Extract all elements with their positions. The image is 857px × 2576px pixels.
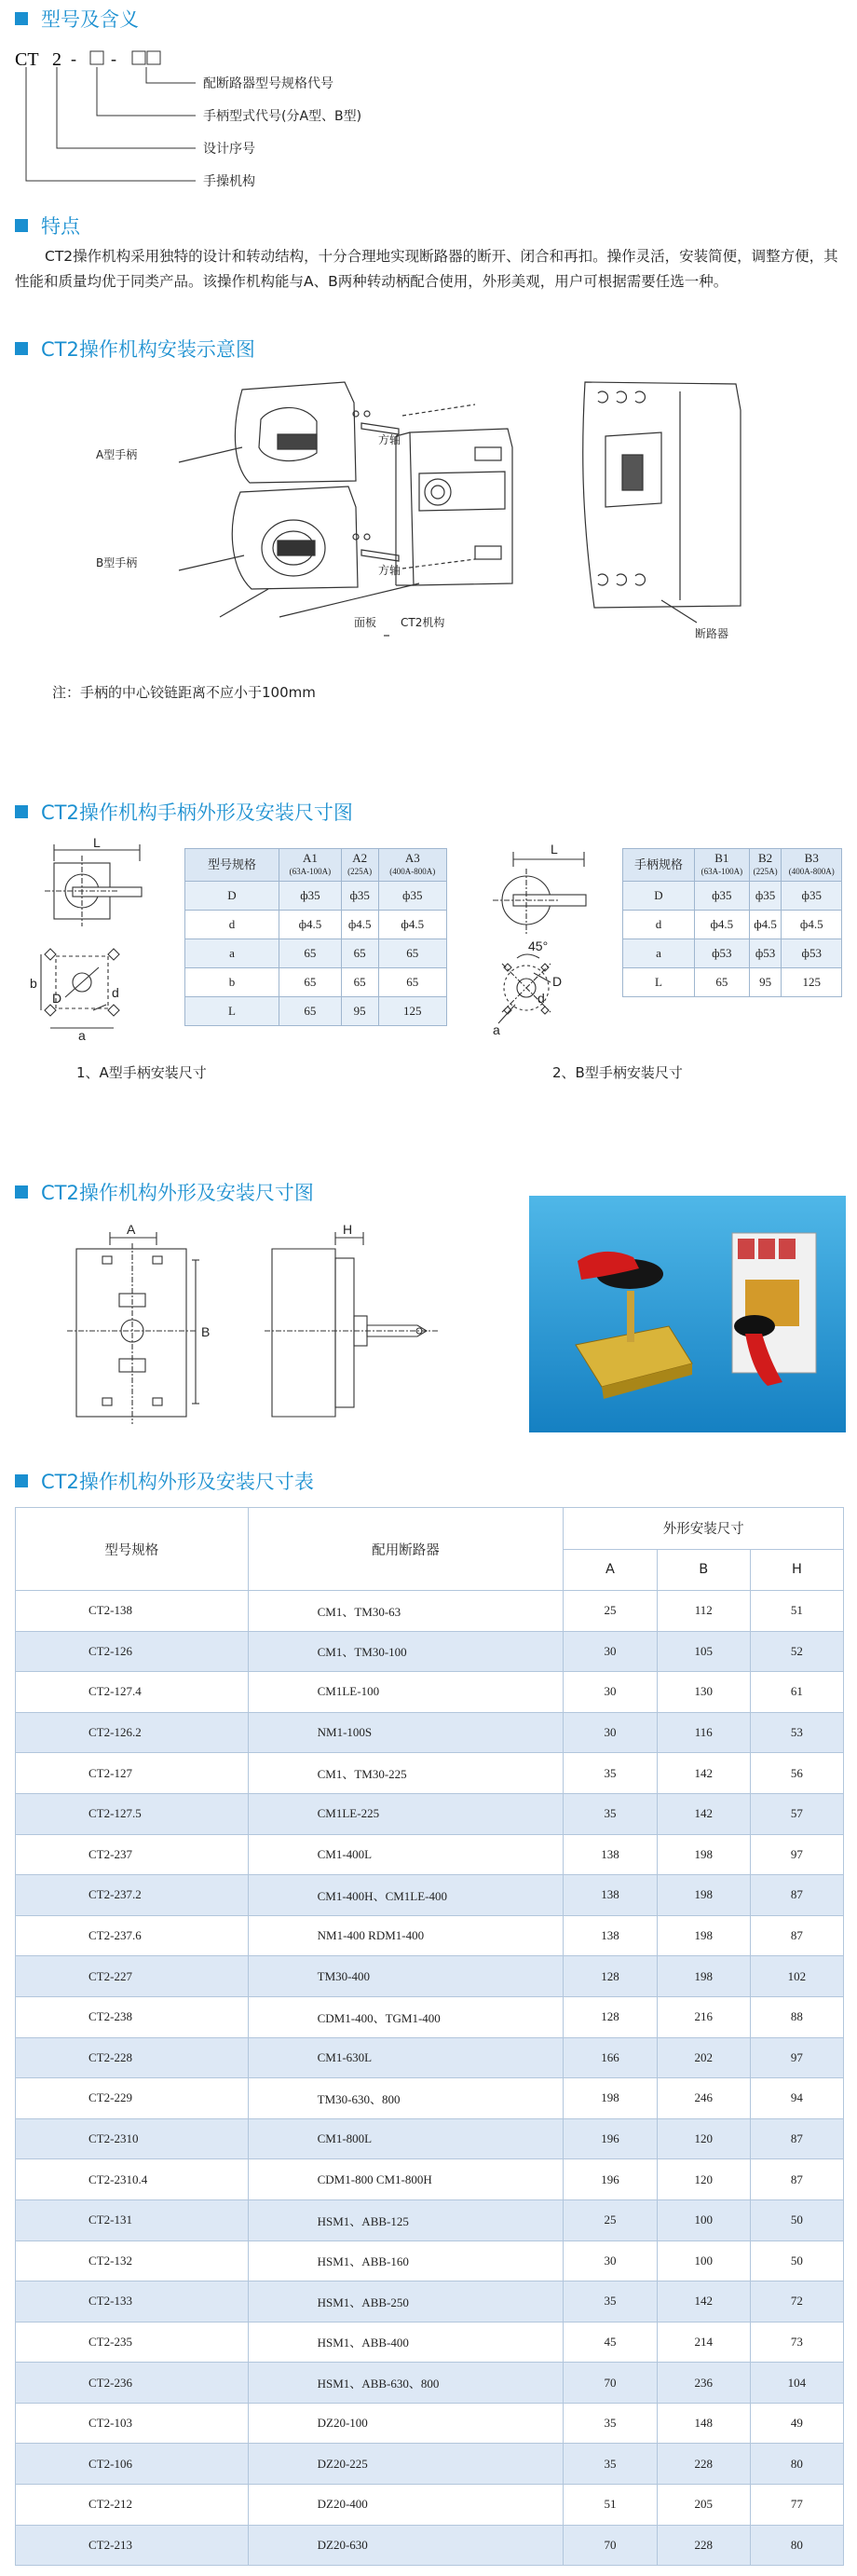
table-cell: 138 xyxy=(564,1834,657,1875)
table-cell: CM1-630L xyxy=(248,2037,564,2078)
b-col-2: B2 (225A) xyxy=(749,849,782,882)
a-table-header: 型号规格 xyxy=(185,849,279,882)
model-box-2 xyxy=(132,51,145,64)
model-dash-1: - xyxy=(71,49,76,68)
table-cell: CT2-132 xyxy=(16,2240,249,2281)
caption-a-handle: 1、A型手柄安装尺寸 xyxy=(76,1064,207,1081)
table-cell: CT2-131 xyxy=(16,2199,249,2240)
product-photo xyxy=(529,1196,846,1432)
table-cell: 116 xyxy=(657,1712,750,1753)
table-cell: 246 xyxy=(657,2078,750,2119)
table-cell: HSM1、ABB-125 xyxy=(248,2199,564,2240)
section-bullet-icon xyxy=(15,1474,28,1487)
table-cell: 35 xyxy=(564,2281,657,2323)
table-cell: 130 xyxy=(657,1672,750,1713)
section-bullet-icon xyxy=(15,342,28,355)
table-cell: 87 xyxy=(750,2118,843,2159)
table-cell: 52 xyxy=(750,1631,843,1672)
table-cell: CT2-213 xyxy=(16,2525,249,2566)
dim-B: B xyxy=(201,1324,211,1339)
table-cell: 88 xyxy=(750,1996,843,2037)
outline-drawing xyxy=(56,1221,466,1435)
dim-L-b: L xyxy=(551,842,558,856)
th-model: 型号规格 xyxy=(16,1508,249,1591)
table-cell: 198 xyxy=(657,1956,750,1997)
dim-A: A xyxy=(127,1222,136,1237)
b-table-header: 手柄规格 xyxy=(623,849,695,882)
table-cell: 53 xyxy=(750,1712,843,1753)
breaker-label: 断路器 xyxy=(695,627,729,640)
table-cell: DZ20-400 xyxy=(248,2485,564,2526)
model-box-3 xyxy=(147,51,160,64)
table-cell: CT2-2310 xyxy=(16,2118,249,2159)
model-prefix: CT xyxy=(15,49,39,70)
table-row xyxy=(16,2485,844,2526)
table-row: d ф4.5 ф4.5 ф4.5 xyxy=(185,911,447,939)
section-bullet-icon xyxy=(15,1185,28,1199)
table-row xyxy=(16,1591,844,1632)
a-handle-lever xyxy=(278,434,317,449)
table-cell: 56 xyxy=(750,1753,843,1794)
table-row: a ф53 ф53 ф53 xyxy=(623,939,842,968)
outline-dims-table xyxy=(15,1507,844,2566)
section-title-install: CT2操作机构安装示意图 xyxy=(15,336,255,362)
table-row xyxy=(16,1834,844,1875)
table-cell: 35 xyxy=(564,1793,657,1834)
table-cell: 25 xyxy=(564,2199,657,2240)
table-row xyxy=(16,1996,844,2037)
table-cell: 97 xyxy=(750,2037,843,2078)
table-cell: CM1-800L xyxy=(248,2118,564,2159)
table-row: L 65 95 125 xyxy=(185,997,447,1026)
table-cell: 35 xyxy=(564,2444,657,2485)
section-bullet-icon xyxy=(15,12,28,25)
table-row: D ф35 ф35 ф35 xyxy=(185,882,447,911)
table-cell: CT2-103 xyxy=(16,2403,249,2444)
table-cell: CM1-400L xyxy=(248,1834,564,1875)
dim-D-b: D xyxy=(552,974,563,989)
table-cell: 57 xyxy=(750,1793,843,1834)
table-cell: 87 xyxy=(750,1875,843,1916)
model-label-1: 配断路器型号规格代号 xyxy=(203,76,333,91)
table-row xyxy=(16,2240,844,2281)
table-cell: 50 xyxy=(750,2240,843,2281)
table-cell: 236 xyxy=(657,2363,750,2404)
a-col-3: A3 (400A-800A) xyxy=(378,849,446,882)
section-bullet-icon xyxy=(15,219,28,232)
table-cell: CT2-127.4 xyxy=(16,1672,249,1713)
table-row xyxy=(16,2322,844,2363)
table-cell: CT2-127.5 xyxy=(16,1793,249,1834)
table-cell: 120 xyxy=(657,2118,750,2159)
table-cell: 202 xyxy=(657,2037,750,2078)
table-cell: 51 xyxy=(564,2485,657,2526)
table-cell: CT2-237.2 xyxy=(16,1875,249,1916)
table-row xyxy=(16,1672,844,1713)
section-title-features: 特点 xyxy=(15,212,80,239)
table-cell: 49 xyxy=(750,2403,843,2444)
b-handle-plate xyxy=(232,486,358,589)
a-col-2: A2 (225A) xyxy=(341,849,378,882)
table-cell: 102 xyxy=(750,1956,843,1997)
section-title-model: 型号及含义 xyxy=(15,6,139,32)
table-cell: 216 xyxy=(657,1996,750,2037)
shaft-label-1: 方轴 xyxy=(378,433,401,446)
table-cell: CT2-126.2 xyxy=(16,1712,249,1753)
table-cell: CT2-236 xyxy=(16,2363,249,2404)
table-row xyxy=(16,1875,844,1916)
table-cell: 128 xyxy=(564,1996,657,2037)
dim-d-b: d xyxy=(537,991,545,1006)
table-cell: CT2-235 xyxy=(16,2322,249,2363)
table-row xyxy=(16,2078,844,2119)
a-handle-drawing xyxy=(28,835,186,1043)
table-row xyxy=(16,2403,844,2444)
table-cell: 205 xyxy=(657,2485,750,2526)
model-digit: 2 xyxy=(52,49,61,70)
table-cell: 120 xyxy=(657,2159,750,2200)
table-cell: CDM1-400、TGM1-400 xyxy=(248,1996,564,2037)
table-cell: 51 xyxy=(750,1591,843,1632)
b-handle-table xyxy=(622,848,842,997)
table-cell: 45 xyxy=(564,2322,657,2363)
front-view-body xyxy=(76,1249,186,1417)
caption-b-handle: 2、B型手柄安装尺寸 xyxy=(552,1064,683,1081)
model-label-3: 设计序号 xyxy=(203,142,255,157)
features-paragraph: CT2操作机构采用独特的设计和转动结构，十分合理地实现断路器的断开、闭合和再扣。操作灵活，安装简便，调整方便，其性能和质量均优于同类产品。该操作机构能与A、B两种转动柄配合使用，外形美观，用户可根据需要任选一种。 xyxy=(15,248,838,290)
table-cell: CM1、TM30-100 xyxy=(248,1631,564,1672)
table-row xyxy=(16,2118,844,2159)
table-row: d ф4.5 ф4.5 ф4.5 xyxy=(623,911,842,939)
photo-breaker-right xyxy=(732,1233,816,1386)
dim-D-a: D xyxy=(52,991,62,1006)
table-row xyxy=(16,2444,844,2485)
table-cell: 142 xyxy=(657,2281,750,2323)
table-cell: 97 xyxy=(750,1834,843,1875)
dim-angle: 45° xyxy=(528,939,549,953)
th-dims: 外形安装尺寸 xyxy=(564,1508,844,1550)
b-handle-label: B型手柄 xyxy=(96,556,138,569)
table-row xyxy=(16,2037,844,2078)
table-cell: CM1-400H、CM1LE-400 xyxy=(248,1875,564,1916)
a-handle-label: A型手柄 xyxy=(96,448,138,461)
table-cell: CM1LE-225 xyxy=(248,1793,564,1834)
table-cell: CT2-138 xyxy=(16,1591,249,1632)
th-H: H xyxy=(750,1549,843,1591)
table-row xyxy=(16,1793,844,1834)
table-cell: CT2-212 xyxy=(16,2485,249,2526)
table-cell: 77 xyxy=(750,2485,843,2526)
table-cell: CT2-237.6 xyxy=(16,1915,249,1956)
table-cell: 138 xyxy=(564,1915,657,1956)
table-cell: 196 xyxy=(564,2118,657,2159)
table-cell: CT2-229 xyxy=(16,2078,249,2119)
table-cell: 87 xyxy=(750,1915,843,1956)
table-cell: 80 xyxy=(750,2444,843,2485)
th-breaker: 配用断路器 xyxy=(248,1508,564,1591)
table-cell: 30 xyxy=(564,1712,657,1753)
a-handle-plate xyxy=(235,382,356,483)
section-title-outline: CT2操作机构外形及安装尺寸图 xyxy=(15,1179,314,1205)
table-cell: 112 xyxy=(657,1591,750,1632)
b-handle-drawing xyxy=(480,837,619,1037)
ct2-mechanism-body xyxy=(410,429,512,585)
dim-a-a: a xyxy=(78,1028,86,1043)
table-cell: 198 xyxy=(657,1915,750,1956)
table-row xyxy=(16,2281,844,2323)
table-cell: 61 xyxy=(750,1672,843,1713)
th-B: B xyxy=(657,1549,750,1591)
table-cell: 138 xyxy=(564,1875,657,1916)
table-cell: 196 xyxy=(564,2159,657,2200)
table-cell: CM1、TM30-63 xyxy=(248,1591,564,1632)
dim-L-a: L xyxy=(93,835,101,850)
th-A: A xyxy=(564,1549,657,1591)
side-view-body xyxy=(272,1249,335,1417)
table-cell: CT2-237 xyxy=(16,1834,249,1875)
table-cell: 228 xyxy=(657,2444,750,2485)
table-cell: 70 xyxy=(564,2525,657,2566)
table-row: b 65 65 65 xyxy=(185,968,447,997)
table-cell: CT2-227 xyxy=(16,1956,249,1997)
model-label-4: 手操机构 xyxy=(203,174,255,189)
table-cell: NM1-100S xyxy=(248,1712,564,1753)
section-bullet-icon xyxy=(15,805,28,818)
table-cell: 35 xyxy=(564,1753,657,1794)
table-cell: 25 xyxy=(564,1591,657,1632)
dim-a-b: a xyxy=(493,1022,500,1037)
a-handle-table xyxy=(184,848,447,1026)
table-cell: 30 xyxy=(564,1631,657,1672)
table-cell: 198 xyxy=(564,2078,657,2119)
b-handle-lever xyxy=(278,541,315,555)
table-cell: 100 xyxy=(657,2240,750,2281)
table-row xyxy=(16,2159,844,2200)
table-cell: TM30-400 xyxy=(248,1956,564,1997)
table-cell: CT2-127 xyxy=(16,1753,249,1794)
table-cell: CT2-228 xyxy=(16,2037,249,2078)
b-col-3: B3 (400A-800A) xyxy=(782,849,842,882)
table-cell: DZ20-225 xyxy=(248,2444,564,2485)
dim-b-a: b xyxy=(30,976,37,991)
table-cell: 128 xyxy=(564,1956,657,1997)
table-cell: 142 xyxy=(657,1793,750,1834)
table-cell: 87 xyxy=(750,2159,843,2200)
table-cell: 70 xyxy=(564,2363,657,2404)
model-label-2: 手柄型式代号(分A型、B型) xyxy=(203,109,362,124)
table-cell: CT2-106 xyxy=(16,2444,249,2485)
table-cell: 30 xyxy=(564,1672,657,1713)
install-note: 注：手柄的中心铰链距离不应小于100mm xyxy=(52,684,316,701)
b-col-1: B1 (63A-100A) xyxy=(695,849,750,882)
panel-label: 面板 xyxy=(354,616,377,629)
table-cell: 142 xyxy=(657,1753,750,1794)
table-row xyxy=(16,2363,844,2404)
table-cell: CM1LE-100 xyxy=(248,1672,564,1713)
table-cell: TM30-630、800 xyxy=(248,2078,564,2119)
table-cell: 214 xyxy=(657,2322,750,2363)
install-exploded-diagram xyxy=(96,373,755,652)
table-cell: 198 xyxy=(657,1875,750,1916)
table-cell: 100 xyxy=(657,2199,750,2240)
table-row: D ф35 ф35 ф35 xyxy=(623,882,842,911)
section-title-handle-dims: CT2操作机构手柄外形及安装尺寸图 xyxy=(15,799,353,825)
table-cell: 73 xyxy=(750,2322,843,2363)
table-cell: CT2-126 xyxy=(16,1631,249,1672)
table-row xyxy=(16,2199,844,2240)
table-cell: CT2-2310.4 xyxy=(16,2159,249,2200)
table-cell: 104 xyxy=(750,2363,843,2404)
table-row xyxy=(16,2525,844,2566)
table-cell: CT2-133 xyxy=(16,2281,249,2323)
table-cell: 148 xyxy=(657,2403,750,2444)
dim-H: H xyxy=(343,1222,353,1237)
section-title-outline-table: CT2操作机构外形及安装尺寸表 xyxy=(15,1468,314,1494)
table-cell: 198 xyxy=(657,1834,750,1875)
outline-table-body xyxy=(16,1591,844,2566)
dim-d-a: d xyxy=(112,985,119,1000)
mechanism-label: CT2机构 xyxy=(401,616,445,629)
table-cell: HSM1、ABB-400 xyxy=(248,2322,564,2363)
table-row xyxy=(16,1753,844,1794)
table-cell: CDM1-800 CM1-800H xyxy=(248,2159,564,2200)
table-row xyxy=(16,1915,844,1956)
table-cell: CT2-238 xyxy=(16,1996,249,2037)
model-dash-2: - xyxy=(111,49,116,68)
model-box-1 xyxy=(90,51,103,64)
table-cell: 105 xyxy=(657,1631,750,1672)
table-cell: 35 xyxy=(564,2403,657,2444)
table-cell: 50 xyxy=(750,2199,843,2240)
table-cell: HSM1、ABB-630、800 xyxy=(248,2363,564,2404)
table-cell: NM1-400 RDM1-400 xyxy=(248,1915,564,1956)
table-row xyxy=(16,1631,844,1672)
table-row xyxy=(16,1712,844,1753)
table-cell: DZ20-100 xyxy=(248,2403,564,2444)
table-row: a 65 65 65 xyxy=(185,939,447,968)
table-cell: 166 xyxy=(564,2037,657,2078)
table-cell: DZ20-630 xyxy=(248,2525,564,2566)
a-col-1: A1 (63A-100A) xyxy=(279,849,342,882)
table-cell: HSM1、ABB-250 xyxy=(248,2281,564,2323)
table-row: L 65 95 125 xyxy=(623,968,842,997)
table-cell: 80 xyxy=(750,2525,843,2566)
table-cell: 228 xyxy=(657,2525,750,2566)
model-code-diagram xyxy=(0,34,484,201)
table-row xyxy=(16,1956,844,1997)
table-cell: 72 xyxy=(750,2281,843,2323)
table-cell: CM1、TM30-225 xyxy=(248,1753,564,1794)
shaft-label-2: 方轴 xyxy=(378,564,401,577)
table-cell: HSM1、ABB-160 xyxy=(248,2240,564,2281)
table-cell: 30 xyxy=(564,2240,657,2281)
table-cell: 94 xyxy=(750,2078,843,2119)
